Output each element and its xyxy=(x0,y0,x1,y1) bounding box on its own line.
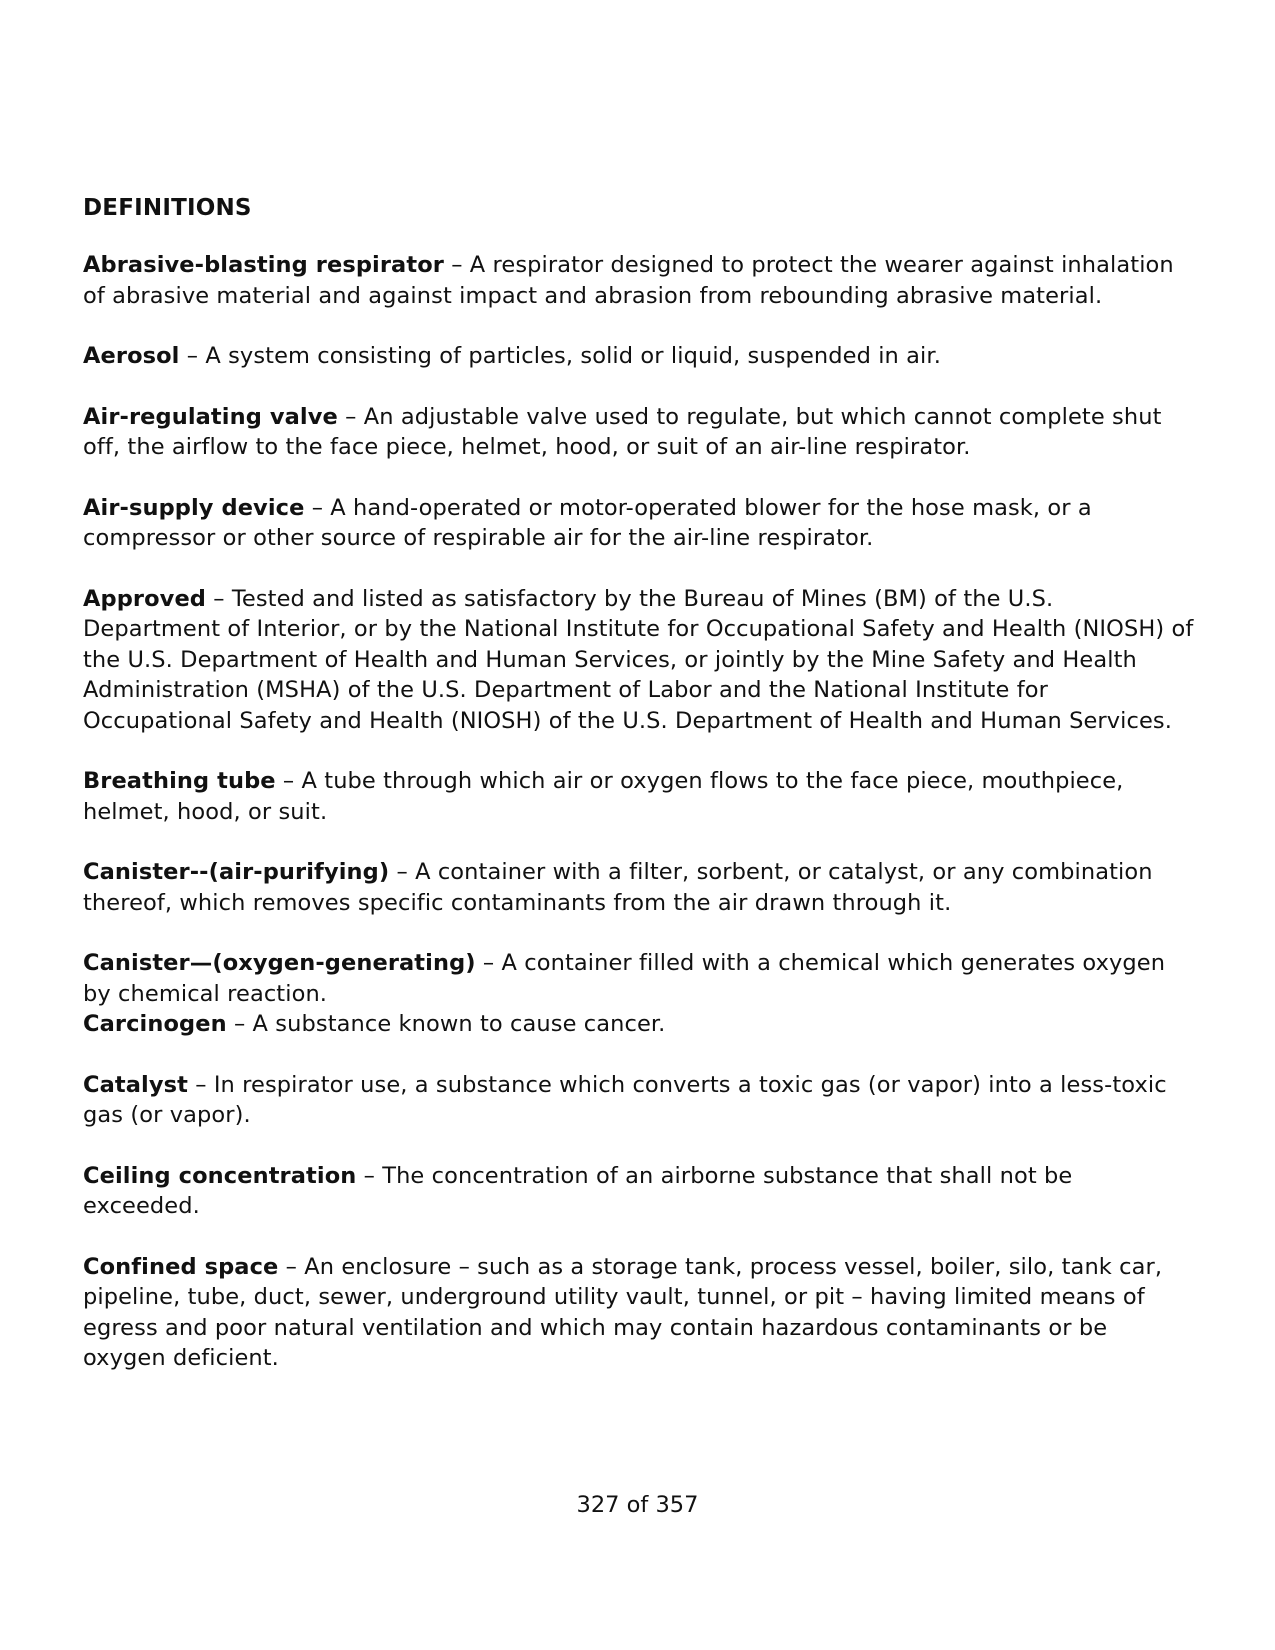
definition-term: Aerosol xyxy=(83,343,180,369)
definition-carcinogen xyxy=(83,1009,1195,1040)
definition-text: – A tube through which air or oxygen flows to the face piece, mouthpiece, helmet, hood, or suit. xyxy=(83,768,1124,825)
definition-text: – A system consisting of particles, solid or liquid, suspended in air. xyxy=(179,343,941,369)
definition-text: – In respirator use, a substance which converts a toxic gas (or vapor) into a less-toxic gas (or vapor). xyxy=(83,1071,1167,1128)
definition-term: Ceiling concentration xyxy=(83,1162,357,1189)
definition-term: Approved xyxy=(83,585,207,612)
definition-term: Air-regulating valve xyxy=(83,403,338,430)
definition-term: Canister—(oxygen-generating) xyxy=(83,950,476,976)
definition-text: – An adjustable valve used to regulate, but which cannot complete shut off, the airflow to the face piece, helmet, hood, or suit of an air-line respirator. xyxy=(83,403,1162,460)
definition-breathing-tube xyxy=(83,766,1195,827)
definition-approved xyxy=(83,584,1195,737)
definition-canister-oxygen-generating xyxy=(83,948,1195,1009)
definition-air-supply-device xyxy=(83,493,1195,554)
definition-text: – A substance known to cause cancer. xyxy=(226,1011,666,1037)
definition-catalyst xyxy=(83,1070,1195,1131)
definition-term: Catalyst xyxy=(83,1071,188,1098)
page-number: 327 of 357 xyxy=(576,1492,699,1518)
definition-term: Abrasive-blasting respirator xyxy=(83,252,444,278)
definition-aerosol xyxy=(83,341,1195,372)
definition-term: Air-supply device xyxy=(83,494,305,521)
definition-text: – An enclosure – such as a storage tank, process vessel, boiler, silo, tank car, pipeline, tube, duct, sewer, underground utility vault, tunnel, or pit – having limited means of egress and poor natural ventilation and which may contain hazardous contaminants or be oxygen deficient. xyxy=(83,1253,1163,1371)
definition-term: Confined space xyxy=(83,1253,279,1280)
definition-term: Breathing tube xyxy=(83,768,276,794)
definition-ceiling-concentration xyxy=(83,1161,1195,1222)
section-heading: DEFINITIONS xyxy=(83,195,252,221)
definition-text: – The concentration of an airborne substance that shall not be exceeded. xyxy=(83,1162,1073,1219)
definitions-section xyxy=(83,188,1195,1374)
definition-text: – A hand-operated or motor-operated blower for the hose mask, or a compressor or other source of respirable air for the air-line respirator. xyxy=(83,494,1092,551)
definition-air-regulating-valve xyxy=(83,402,1195,463)
definition-abrasive-blasting-respirator xyxy=(83,250,1195,311)
definition-text: – Tested and listed as satisfactory by the Bureau of Mines (BM) of the U.S. Department of Interior, or by the National Institute for Occupational Safety and Health (NIOSH) of the U.S. Department of Health and Human Services, or jointly by the Mine Safety and Health Administration (MSHA) of the U.S. Department of Labor and the National Institute for Occupational Safety and Health (NIOSH) of the U.S. Department of Health and Human Services. xyxy=(83,585,1194,734)
definition-term: Canister--(air-purifying) xyxy=(83,859,390,885)
definition-text: – A container filled with a chemical which generates oxygen by chemical reaction. xyxy=(83,950,1166,1007)
definition-text: – A respirator designed to protect the wearer against inhalation of abrasive material and against impact and abrasion from rebounding abrasive material. xyxy=(83,252,1174,309)
definition-text: – A container with a filter, sorbent, or catalyst, or any combination thereof, which removes specific contaminants from the air drawn through it. xyxy=(83,859,1153,916)
definition-confined-space xyxy=(83,1252,1195,1374)
definition-canister-air-purifying xyxy=(83,857,1195,918)
definition-term: Carcinogen xyxy=(83,1011,227,1037)
